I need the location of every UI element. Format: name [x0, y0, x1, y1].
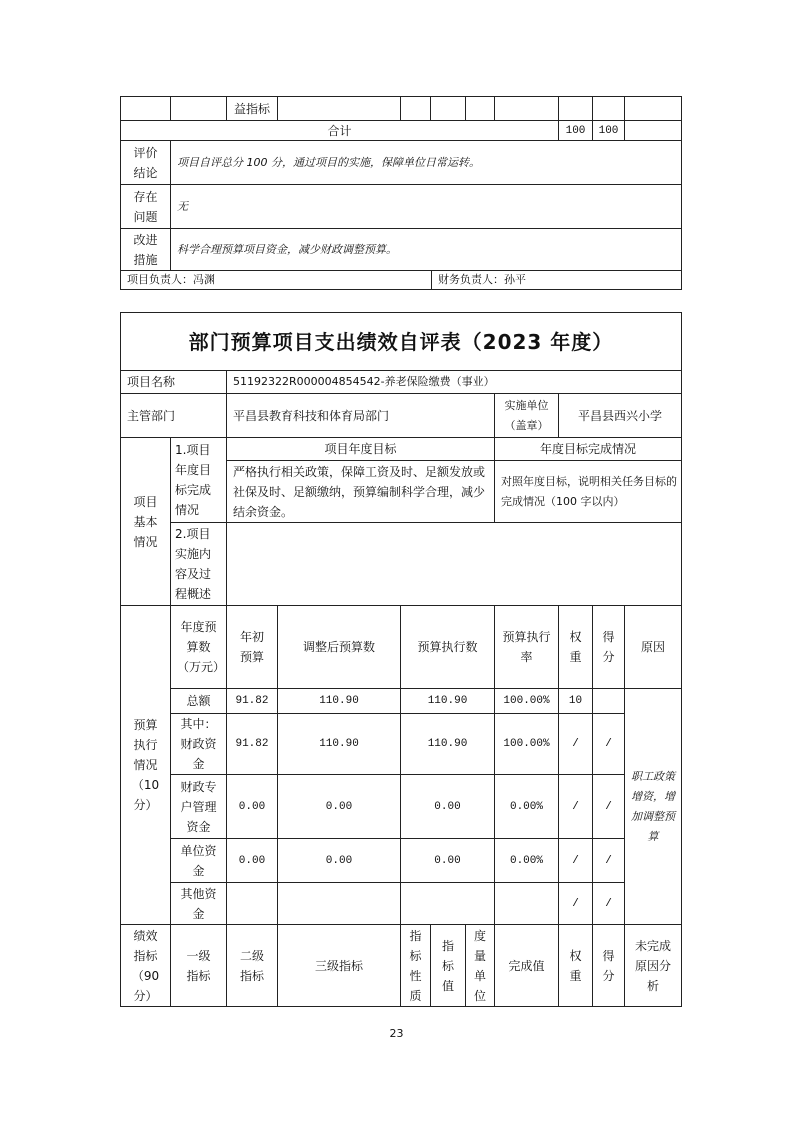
budget-row-name: 其他资金	[170, 882, 227, 925]
budget-row-rate: 100.00%	[494, 688, 559, 714]
budget-row-weight: 10	[558, 688, 593, 714]
budget-row-adjusted: 0.00	[277, 774, 401, 839]
budget-row-rate: 100.00%	[494, 713, 559, 775]
impl-unit-label: 实施单位（盖章）	[494, 393, 559, 438]
cell-empty	[430, 96, 466, 121]
perf-header-level2: 二级指标	[226, 924, 278, 1007]
budget-label: 预算执行情况（10分）	[120, 605, 171, 925]
perf-header-level3: 三级指标	[277, 924, 401, 1007]
budget-row-executed	[400, 882, 495, 925]
total-label: 合计	[120, 120, 559, 141]
impl-unit-value: 平昌县西兴小学	[558, 393, 682, 438]
budget-row-initial: 91.82	[226, 713, 278, 775]
improvements-label: 改进措施	[120, 228, 171, 271]
budget-row-adjusted	[277, 882, 401, 925]
budget-row-executed: 0.00	[400, 774, 495, 839]
implementation-text	[226, 522, 682, 606]
perf-header-value: 指标值	[430, 924, 466, 1007]
project-name-value: 51192322R000004854542-养老保险缴费（事业）	[226, 370, 682, 394]
improvements-text: 科学合理预算项目资金，减少财政调整预算。	[170, 228, 682, 271]
budget-row-initial: 0.00	[226, 774, 278, 839]
budget-header-initial: 年初预算	[226, 605, 278, 689]
budget-row-score	[592, 688, 625, 714]
budget-row-rate: 0.00%	[494, 838, 559, 883]
project-name-label: 项目名称	[120, 370, 227, 394]
finance-lead: 财务负责人：孙平	[431, 270, 682, 290]
implementation-label: 2.项目实施内容及过程概述	[170, 522, 227, 606]
budget-row-weight: /	[558, 882, 593, 925]
budget-header-weight: 权重	[558, 605, 593, 689]
cell-empty	[400, 96, 431, 121]
budget-row-executed: 110.90	[400, 688, 495, 714]
conclusion-text: 项目自评总分 100 分，通过项目的实施，保障单位日常运转。	[170, 140, 682, 185]
budget-row-rate: 0.00%	[494, 774, 559, 839]
goal-text: 严格执行相关政策，保障工资及时、足额发放或社保及时、足额缴纳，预算编制科学合理，减少结余资金。	[226, 460, 495, 523]
completion-header: 年度目标完成情况	[494, 437, 682, 461]
budget-header-executed: 预算执行数	[400, 605, 495, 689]
budget-row-rate	[494, 882, 559, 925]
perf-header-nature: 指标性质	[400, 924, 431, 1007]
basic-info-label: 项目基本情况	[120, 437, 171, 606]
cell-empty	[558, 96, 593, 121]
budget-row-weight: /	[558, 774, 593, 839]
budget-row-executed: 0.00	[400, 838, 495, 883]
cell-empty	[624, 120, 682, 141]
goal-header: 项目年度目标	[226, 437, 495, 461]
perf-label: 绩效指标（90分）	[120, 924, 171, 1007]
perf-header-score: 得分	[592, 924, 625, 1007]
annual-goal-label: 1.项目年度目标完成情况	[170, 437, 227, 523]
budget-row-name: 总额	[170, 688, 227, 714]
project-lead: 项目负责人：冯渊	[120, 270, 432, 290]
completion-text: 对照年度目标，说明相关任务目标的完成情况（100 字以内）	[494, 460, 682, 523]
total-score: 100	[592, 120, 625, 141]
form-title: 部门预算项目支出绩效自评表（2023 年度）	[120, 312, 682, 371]
budget-header-score: 得分	[592, 605, 625, 689]
budget-row-name: 财政专户管理资金	[170, 774, 227, 839]
cell-empty	[120, 96, 171, 121]
budget-row-score: /	[592, 882, 625, 925]
cell-empty	[465, 96, 495, 121]
conclusion-label: 评价结论	[120, 140, 171, 185]
budget-row-score: /	[592, 774, 625, 839]
budget-row-name: 单位资金	[170, 838, 227, 883]
budget-header-year: 年度预算数（万元）	[170, 605, 227, 689]
budget-row-initial: 91.82	[226, 688, 278, 714]
page-number: 23	[389, 1027, 404, 1040]
cell-empty	[170, 96, 227, 121]
budget-header-adjusted: 调整后预算数	[277, 605, 401, 689]
budget-header-reason: 原因	[624, 605, 682, 689]
budget-row-name: 其中：财政资金	[170, 713, 227, 775]
cell-empty	[277, 96, 401, 121]
budget-row-score: /	[592, 838, 625, 883]
perf-header-reason: 未完成原因分析	[624, 924, 682, 1007]
budget-row-executed: 110.90	[400, 713, 495, 775]
budget-row-adjusted: 110.90	[277, 688, 401, 714]
budget-row-score: /	[592, 713, 625, 775]
perf-header-completed: 完成值	[494, 924, 559, 1007]
cell-empty	[494, 96, 559, 121]
budget-row-weight: /	[558, 713, 593, 775]
perf-header-weight: 权重	[558, 924, 593, 1007]
cell-empty	[592, 96, 625, 121]
cell-empty	[624, 96, 682, 121]
total-weight: 100	[558, 120, 593, 141]
budget-row-initial	[226, 882, 278, 925]
perf-header-level1: 一级指标	[170, 924, 227, 1007]
budget-row-adjusted: 110.90	[277, 713, 401, 775]
perf-header-unit: 度量单位	[465, 924, 495, 1007]
budget-reason: 职工政策增资，增加调整预算	[624, 688, 682, 925]
dept-label: 主管部门	[120, 393, 227, 438]
dept-value: 平昌县教育科技和体育局部门	[226, 393, 495, 438]
indicator-cell: 益指标	[226, 96, 278, 121]
budget-header-rate: 预算执行率	[494, 605, 559, 689]
issues-text: 无	[170, 184, 682, 229]
issues-label: 存在问题	[120, 184, 171, 229]
budget-row-weight: /	[558, 838, 593, 883]
budget-row-initial: 0.00	[226, 838, 278, 883]
budget-row-adjusted: 0.00	[277, 838, 401, 883]
